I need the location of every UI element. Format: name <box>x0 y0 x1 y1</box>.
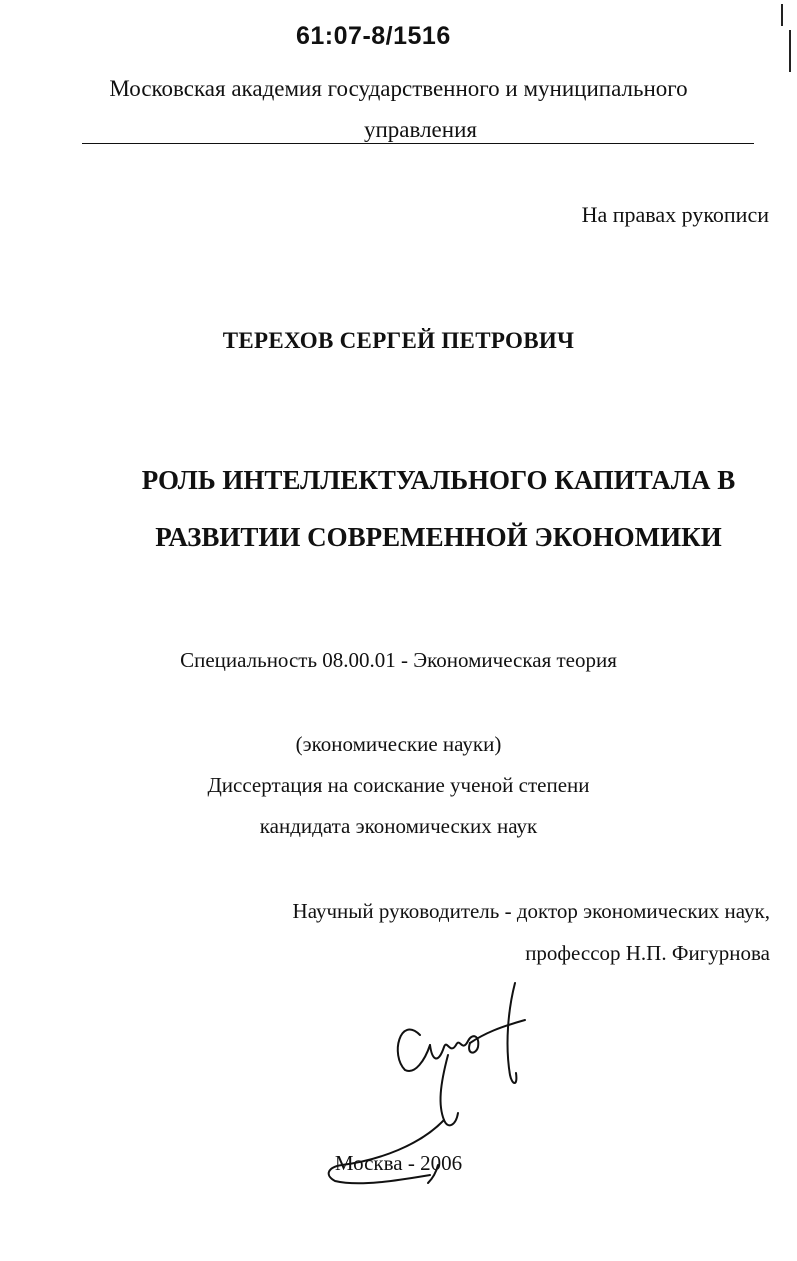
scan-edge-mark <box>789 30 791 72</box>
author-name: ТЕРЕХОВ СЕРГЕЙ ПЕТРОВИЧ <box>222 328 575 353</box>
supervisor-name: профессор Н.П. Фигурнова <box>525 941 770 965</box>
degree: кандидата экономических наук <box>259 814 538 838</box>
signature-stroke <box>430 1036 478 1058</box>
specialty: Специальность 08.00.01 - Экономическая теория <box>180 648 617 672</box>
archive-code: 61:07-8/1516 <box>296 22 451 50</box>
title-line-1: РОЛЬ ИНТЕЛЛЕКТУАЛЬНОГО КАПИТАЛА В <box>141 465 736 495</box>
city-year: Москва - 2006 <box>334 1151 463 1175</box>
signature-stroke <box>398 1030 430 1071</box>
scan-edge-mark <box>781 4 783 26</box>
science-field: (экономические науки) <box>295 732 502 756</box>
rights-note: На правах рукописи <box>581 202 769 227</box>
signature <box>320 975 550 1190</box>
dissertation-title <box>60 452 797 566</box>
signature-stroke <box>428 1165 438 1183</box>
dissertation-statement: Диссертация на соискание ученой степени <box>207 773 590 797</box>
supervisor-title: Научный руководитель - доктор экономических наук, <box>292 899 770 923</box>
institution-name: Московская академия государственного и муниципального <box>109 76 688 101</box>
title-line-2: РАЗВИТИИ СОВРЕМЕННОЙ ЭКОНОМИКИ <box>155 522 722 552</box>
signature-stroke <box>508 983 517 1083</box>
institution-underline <box>82 143 754 144</box>
signature-stroke <box>329 1120 444 1183</box>
institution-name-continued: управления <box>364 117 477 142</box>
signature-stroke <box>441 1055 458 1125</box>
